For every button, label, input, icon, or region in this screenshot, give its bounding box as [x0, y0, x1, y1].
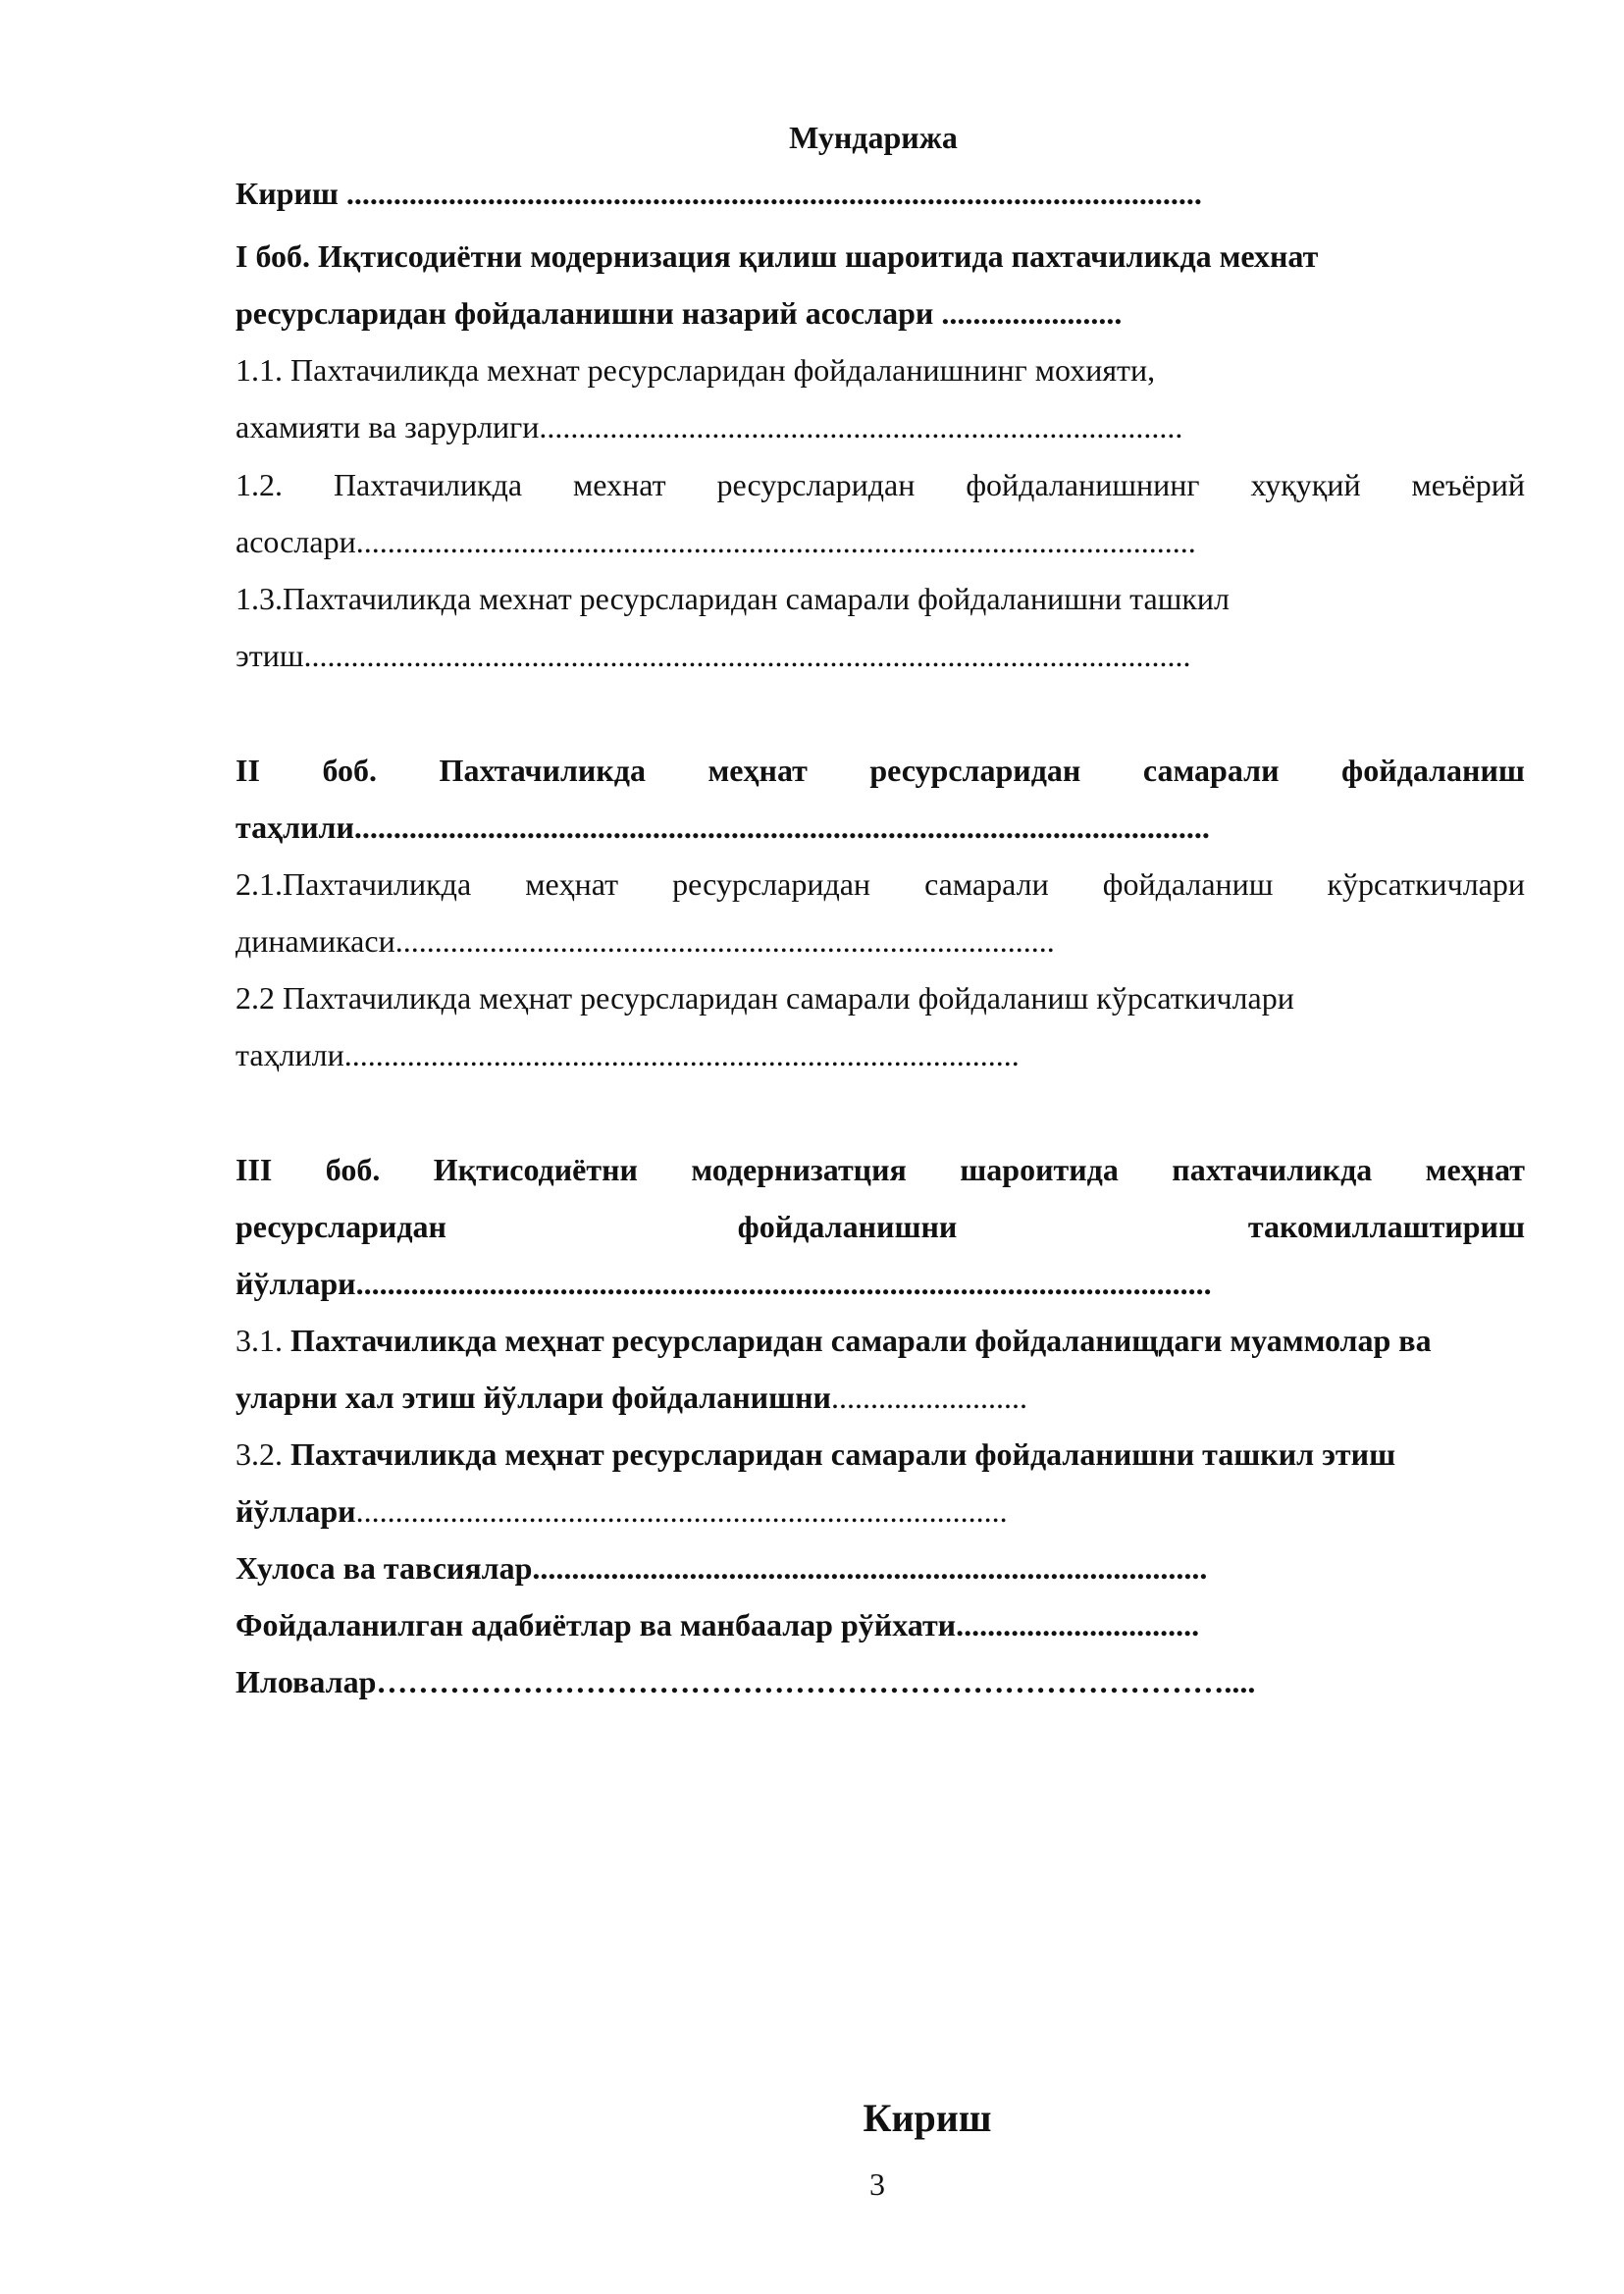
toc-chapter-3-line-1: III боб. Иқтисодиётни модернизатция шароитида пахтачиликда меҳнат [236, 1152, 1525, 1187]
toc-section-2-1-line-1: 2.1.Пахтачиликда меҳнат ресурсларидан самарали фойдаланиш кўрсаткичлари [236, 866, 1525, 902]
toc-section-3-1-line-2: уларни хал этиш йўллари фойдаланишни......................... [236, 1380, 1027, 1415]
toc-chapter-2-line-1: II боб. Пахтачиликда меҳнат ресурсларидан самарали фойдаланиш [236, 753, 1525, 788]
toc-section-3-2-line-2: йўллари................................................................................... [236, 1493, 1008, 1529]
toc-entry-appendices: Иловалар……………………………………………………………………….... [236, 1664, 1256, 1699]
next-section-heading: Кириш [863, 2096, 992, 2140]
toc-section-3-1-line-1: 3.1. Пахтачиликда меҳнат ресурсларидан самарали фойдаланищдаги муаммолар ва [236, 1323, 1432, 1358]
toc-title: Мундарижа [789, 120, 958, 155]
toc-chapter-3-line-3: йўллари............................................................................................................. [236, 1266, 1212, 1301]
page-number: 3 [869, 2166, 885, 2202]
toc-section-1-2-line-1: 1.2. Пахтачиликда мехнат ресурсларидан фойдаланишнинг хуқуқий меъёрий [236, 467, 1525, 502]
toc-chapter-3-line-2: ресурсларидан фойдаланишни такомиллаштириш [236, 1209, 1525, 1244]
toc-section-2-2-line-2: таҳлили...................................................................................... [236, 1037, 1020, 1072]
toc-chapter-2-line-2: таҳлили............................................................................................................. [236, 809, 1210, 845]
toc-section-3-2-line-1: 3.2. Пахтачиликда меҳнат ресурсларидан самарали фойдаланишни ташкил этиш [236, 1436, 1396, 1472]
toc-section-1-1-line-2: ахамияти ва зарурлиги.................................................................................. [236, 409, 1183, 444]
toc-chapter-1-line-2: ресурсларидан фойдаланишни назарий асослари ....................... [236, 295, 1123, 331]
toc-chapter-1-line-1: I боб. Иқтисодиётни модернизация қилиш шароитида пахтачиликда мехнат [236, 238, 1319, 274]
toc-section-1-3-line-1: 1.3.Пахтачиликда мехнат ресурсларидан самарали фойдаланишни ташкил [236, 581, 1230, 616]
toc-section-2-2-line-1: 2.2 Пахтачиликда меҳнат ресурсларидан самарали фойдаланиш кўрсаткичлари [236, 980, 1294, 1016]
toc-section-1-3-line-2: этиш................................................................................................................. [236, 638, 1191, 673]
toc-section-1-1-line-1: 1.1. Пахтачиликда мехнат ресурсларидан фойдаланишнинг мохияти, [236, 352, 1156, 388]
toc-entry-conclusions: Хулоса ва тавсиялар...................................................................................... [236, 1550, 1208, 1586]
toc-entry-references: Фойдаланилган адабиётлар ва манбаалар рўйхати............................... [236, 1607, 1200, 1642]
toc-section-2-1-line-2: динамикаси.................................................................................... [236, 923, 1055, 959]
toc-section-1-2-line-2: асослари........................................................................................................... [236, 524, 1196, 559]
toc-entry-intro: Кириш ............................................................................................................. [236, 176, 1202, 211]
